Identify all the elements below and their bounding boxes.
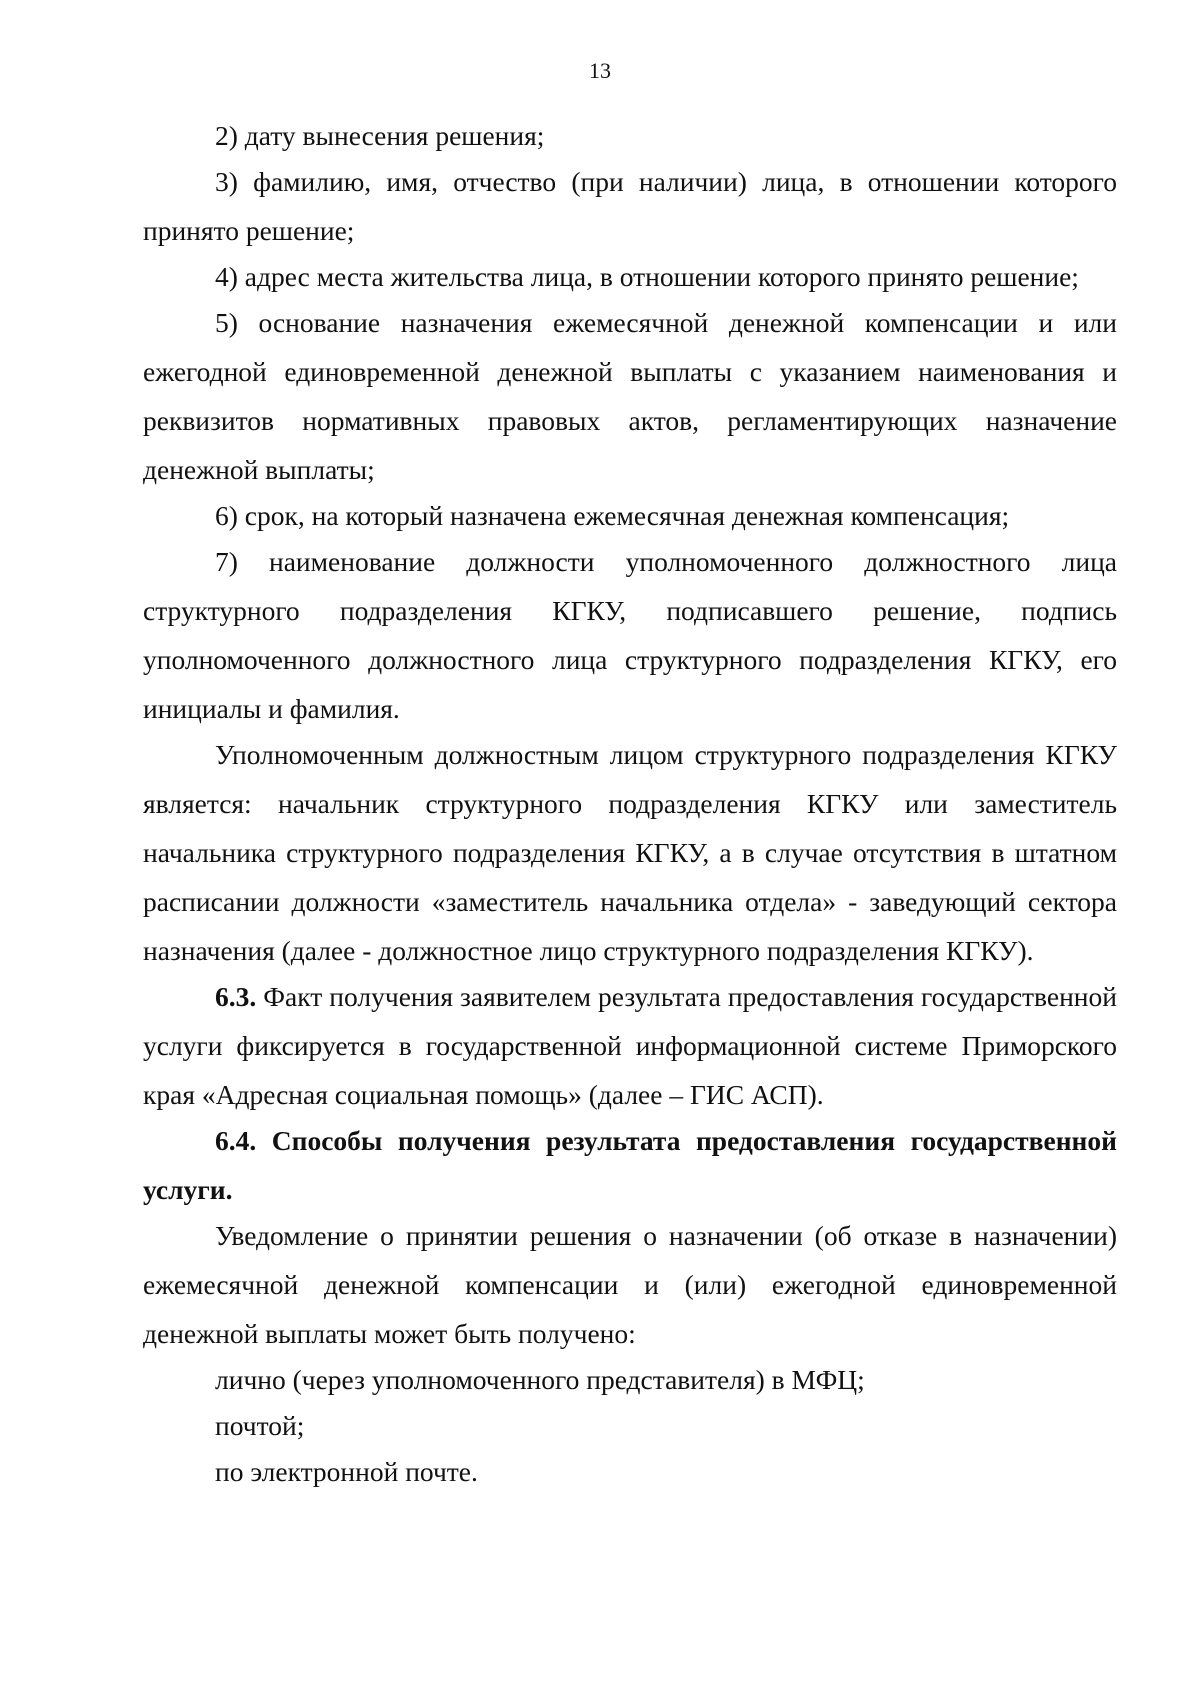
paragraph-item-5: 5) основание назначения ежемесячной денежной компенсации и или ежегодной единовременной денежной выплаты с указанием наименования и реквизитов нормативных правовых актов, регламентирующих назначение денежной выплаты; bbox=[143, 307, 1117, 485]
paragraph-authorized-official: Уполномоченным должностным лицом структурного подразделения КГКУ является: начальник структурного подразделения КГКУ или заместитель начальника структурного подразделения КГКУ, а в случае отсутствия в штатном расписании должности «заместитель начальника отдела» - заведующий сектора назначения (далее - должностное лицо структурного подразделения КГКУ). bbox=[143, 739, 1117, 966]
paragraph-notification: Уведомление о принятии решения о назначении (об отказе в назначении) ежемесячной денежной компенсации и (или) ежегодной единовременной денежной выплаты может быть получено: bbox=[143, 1220, 1117, 1349]
paragraph-item-6: 6) срок, на который назначена ежемесячная денежная компенсация; bbox=[215, 500, 1010, 531]
paragraph-6-3-text: Факт получения заявителем результата предоставления государственной услуги фиксируется в государственной информационной системе Приморского края «Адресная социальная помощь» (далее – ГИС АСП). bbox=[143, 981, 1117, 1110]
document-body bbox=[143, 111, 1117, 1496]
paragraph-item-4: 4) адрес места жительства лица, в отношении которого принято решение; bbox=[215, 261, 1079, 292]
list-item-mail: почтой; bbox=[215, 1410, 305, 1441]
list-item-email: по электронной почте. bbox=[215, 1456, 478, 1487]
paragraph-6-3 bbox=[143, 972, 1117, 1119]
list-item-in-person: лично (через уполномоченного представителя) в МФЦ; bbox=[215, 1364, 865, 1395]
section-number-6-3: 6.3. bbox=[215, 981, 257, 1012]
paragraph-item-2: 2) дату вынесения решения; bbox=[215, 120, 545, 151]
page-number: 13 bbox=[589, 58, 611, 83]
paragraph-item-3: 3) фамилию, имя, отчество (при наличии) лица, в отношении которого принято решение; bbox=[143, 166, 1117, 246]
paragraph-item-7: 7) наименование должности уполномоченного должностного лица структурного подразделения КГКУ, подписавшего решение, подпись уполномоченного должностного лица структурного подразделения КГКУ, его инициалы и фамилия. bbox=[143, 546, 1117, 724]
section-heading-6-4: 6.4. Способы получения результата предоставления государственной услуги. bbox=[143, 1125, 1117, 1205]
